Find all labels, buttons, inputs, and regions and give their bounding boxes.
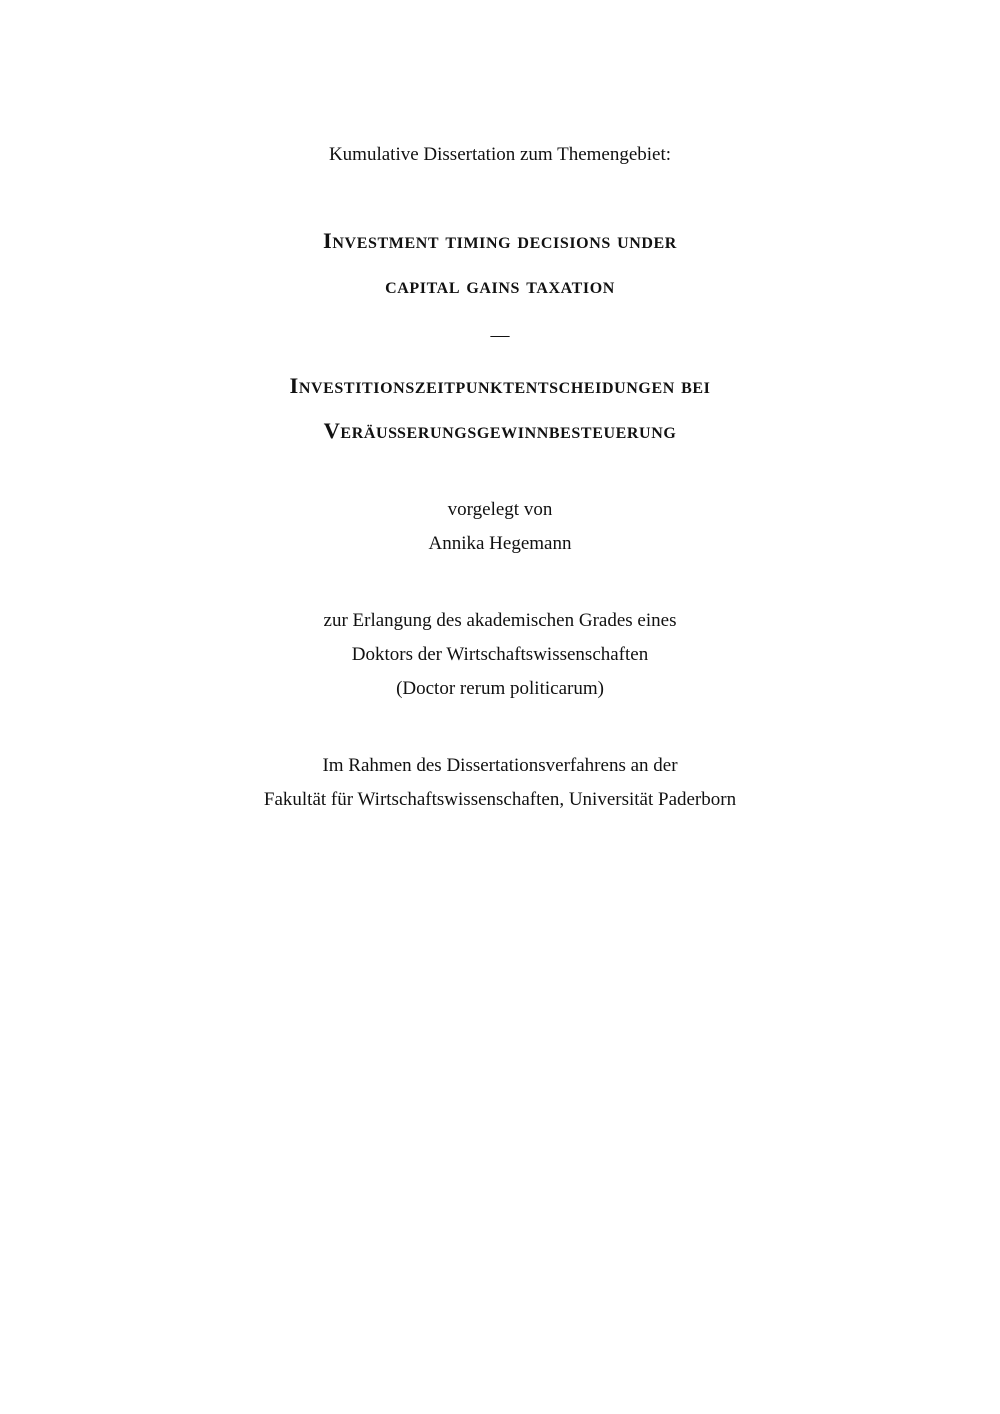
degree-line-3: (Doctor rerum politicarum)	[396, 678, 604, 699]
degree-line-1: zur Erlangung des akademischen Grades eines	[323, 610, 677, 631]
degree-line-2: Doktors der Wirtschaftswissenschaften	[351, 644, 649, 665]
english-title-line-2: capital gains taxation	[385, 273, 615, 298]
german-title-line-1: Investitionszeitpunktentscheidungen bei	[289, 373, 711, 398]
title-separator: —	[490, 325, 510, 346]
institution-line-2: Fakultät für Wirtschaftswissenschaften, Universität Paderborn	[263, 789, 737, 810]
institution-line-1: Im Rahmen des Dissertationsverfahrens an der	[322, 755, 678, 776]
dissertation-intro: Kumulative Dissertation zum Themengebiet:	[328, 144, 672, 165]
english-title-line-1: Investment timing decisions under	[323, 228, 677, 253]
presented-by-label: vorgelegt von	[447, 499, 553, 520]
german-title-line-2: Veräußerungsgewinnbesteuerung	[323, 418, 677, 443]
author-name: Annika Hegemann	[428, 533, 572, 554]
